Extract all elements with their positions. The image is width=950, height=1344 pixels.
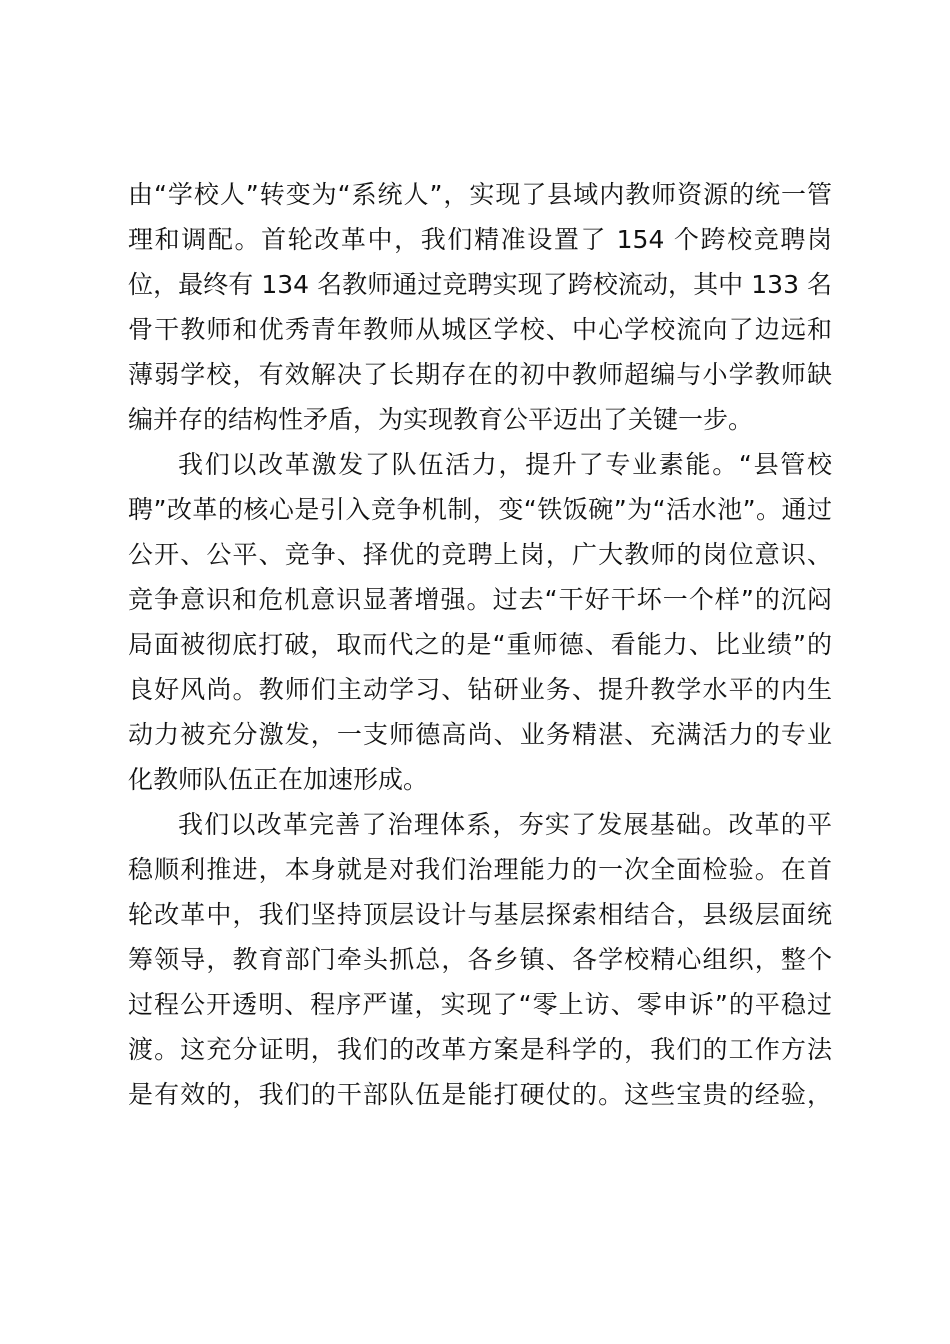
text-line: 竞争意识和危机意识显著增强。过去“干好干坏一个样”的沉闷	[128, 585, 832, 614]
text-line: 薄弱学校，有效解决了长期存在的初中教师超编与小学教师缺	[128, 360, 832, 389]
text-line: 理和调配。首轮改革中，我们精准设置了 154 个跨校竞聘岗	[128, 225, 832, 254]
text-line: 渡。这充分证明，我们的改革方案是科学的，我们的工作方法	[128, 1035, 832, 1064]
text-line: 骨干教师和优秀青年教师从城区学校、中心学校流向了边远和	[128, 315, 832, 344]
text-line: 过程公开透明、程序严谨，实现了“零上访、零申诉”的平稳过	[128, 990, 832, 1019]
text-line: 公开、公平、竞争、择优的竞聘上岗，广大教师的岗位意识、	[128, 540, 832, 569]
text-line: 筹领导，教育部门牵头抓总，各乡镇、各学校精心组织，整个	[128, 945, 832, 974]
paragraph	[128, 802, 832, 1117]
text-line: 动力被充分激发，一支师德高尚、业务精湛、充满活力的专业	[128, 720, 832, 749]
paragraph	[128, 442, 832, 802]
text-line: 我们以改革完善了治理体系，夯实了发展基础。改革的平	[178, 810, 832, 839]
text-line: 聘”改革的核心是引入竞争机制，变“铁饭碗”为“活水池”。通过	[128, 495, 832, 524]
text-line: 轮改革中，我们坚持顶层设计与基层探索相结合，县级层面统	[128, 900, 832, 929]
paragraph	[128, 172, 832, 442]
text-line: 良好风尚。教师们主动学习、钻研业务、提升教学水平的内生	[128, 675, 832, 704]
text-line: 由“学校人”转变为“系统人”，实现了县域内教师资源的统一管	[128, 180, 832, 209]
text-line: 化教师队伍正在加速形成。	[128, 765, 429, 794]
text-line: 局面被彻底打破，取而代之的是“重师德、看能力、比业绩”的	[128, 630, 832, 659]
text-line: 稳顺利推进，本身就是对我们治理能力的一次全面检验。在首	[128, 855, 832, 884]
body-text	[128, 172, 832, 1117]
text-line: 编并存的结构性矛盾，为实现教育公平迈出了关键一步。	[128, 405, 754, 434]
text-line: 我们以改革激发了队伍活力，提升了专业素能。“县管校	[178, 450, 832, 479]
text-line: 是有效的，我们的干部队伍是能打硬仗的。这些宝贵的经验，	[128, 1080, 832, 1109]
text-line: 位，最终有 134 名教师通过竞聘实现了跨校流动，其中 133 名	[128, 270, 832, 299]
